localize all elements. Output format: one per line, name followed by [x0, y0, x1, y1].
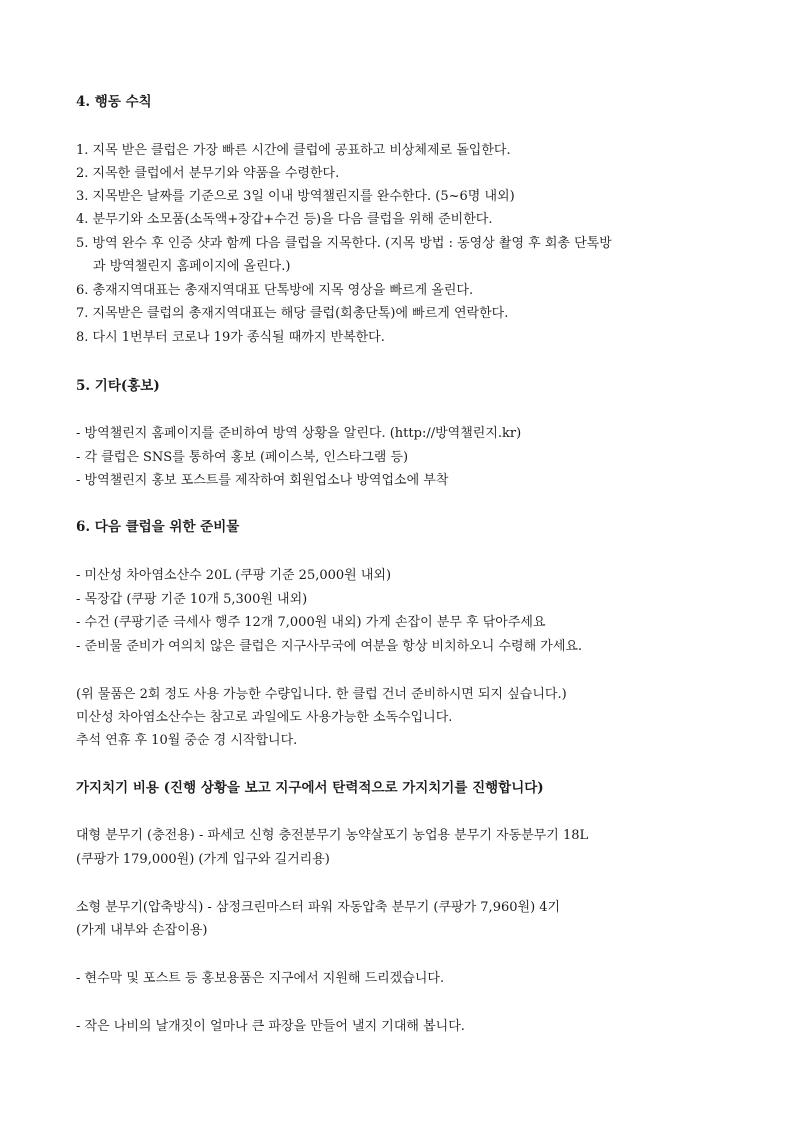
- section6-item-2: - 목장갑 (쿠팡 기준 10개 5,300원 내외): [76, 592, 308, 607]
- section4-item-3: 3. 지목받은 날짜를 기준으로 3일 이내 방역챌린지를 완수한다. (5~6명 내외): [76, 189, 515, 204]
- promo-support-line: - 현수막 및 포스트 등 홍보용품은 지구에서 지원해 드리겠습니다.: [76, 971, 445, 986]
- section5-item-3: - 방역챌린지 홍보 포스트를 제작하여 회원업소나 방역업소에 부착: [76, 473, 449, 488]
- section4-item-8: 8. 다시 1번부터 코로나 19가 종식될 때까지 반복한다.: [76, 330, 385, 345]
- section4-item-2: 2. 지목한 클럽에서 분무기와 약품을 수령한다.: [76, 166, 340, 181]
- section5-item-2: - 각 클럽은 SNS를 통하여 홍보 (페이스북, 인스타그램 등): [76, 450, 409, 465]
- section5-item-1: - 방역챌린지 홈페이지를 준비하여 방역 상황을 알린다. (http://방역챌린지.kr): [76, 426, 522, 441]
- section4-heading: 4. 행동 수칙: [76, 94, 152, 110]
- large-sprayer-line-2: (쿠팡가 179,000원) (가게 입구와 길거리용): [76, 852, 330, 867]
- section6-item-1: - 미산성 차아염소산수 20L (쿠팡 기준 25,000원 내외): [76, 568, 392, 583]
- section6-heading: 6. 다음 클럽을 위한 준비물: [76, 519, 240, 535]
- section4-item-1: 1. 지목 받은 클럽은 가장 빠른 시간에 클럽에 공표하고 비상체제로 돌입한다.: [76, 143, 511, 158]
- small-sprayer-line-2: (가게 내부와 손잡이용): [76, 923, 208, 938]
- pruning-heading: 가지치기 비용 (진행 상황을 보고 지구에서 탄력적으로 가지치기를 진행합니다): [76, 780, 544, 796]
- section4-item-7: 7. 지목받은 클럽의 총재지역대표는 해당 클럽(회총단톡)에 빠르게 연락한다.: [76, 306, 509, 321]
- section4-item-6: 6. 총재지역대표는 총재지역대표 단톡방에 지목 영상을 빠르게 올린다.: [76, 283, 474, 298]
- section4-item-5: 5. 방역 완수 후 인증 샷과 함께 다음 클럽을 지목한다. (지목 방법 : 동영상 촬영 후 회총 단톡방: [76, 236, 612, 251]
- section6-item-4: - 준비물 준비가 여의치 않은 클럽은 지구사무국에 여분을 항상 비치하오니 수령해 가세요.: [76, 639, 583, 654]
- section6-note-1: (위 물품은 2회 정도 사용 가능한 수량입니다. 한 클럽 건너 준비하시면 되지 싶습니다.): [76, 687, 567, 702]
- section6-item-3: - 수건 (쿠팡기준 극세사 행주 12개 7,000원 내외) 가게 손잡이 분무 후 닦아주세요: [76, 615, 546, 630]
- small-sprayer-line-1: 소형 분무기(압축방식) - 삼정크린마스터 파워 자동압축 분무기 (쿠팡가 7,960원) 4기: [76, 900, 561, 915]
- large-sprayer-line-1: 대형 분무기 (충전용) - 파세코 신형 충전분무기 농약살포기 농업용 분무기 자동분무기 18L: [76, 828, 589, 843]
- section5-heading: 5. 기타(홍보): [76, 378, 160, 394]
- section6-note-3: 추석 연휴 후 10월 중순 경 시작합니다.: [76, 733, 298, 748]
- section4-item-4: 4. 분무기와 소모품(소독액+장갑+수건 등)을 다음 클럽을 위해 준비한다.: [76, 212, 493, 227]
- closing-line: - 작은 나비의 날개짓이 얼마나 큰 파장을 만들어 낼지 기대해 봅니다.: [76, 1019, 465, 1034]
- section6-note-2: 미산성 차아염소산수는 참고로 과일에도 사용가능한 소독수입니다.: [76, 710, 453, 725]
- section4-item-5-cont: 과 방역챌린지 홈페이지에 올린다.): [93, 259, 291, 274]
